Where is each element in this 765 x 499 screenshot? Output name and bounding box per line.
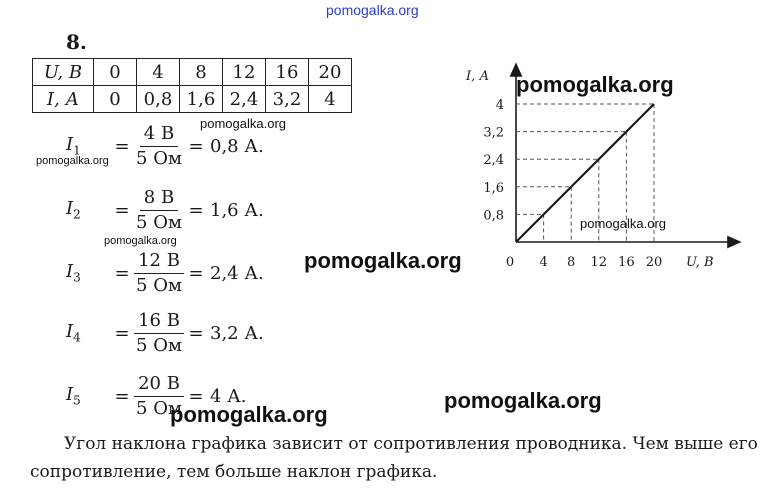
- eq-result: 2,4 А.: [210, 262, 264, 284]
- eq-sign: =: [188, 199, 204, 221]
- eq-sign: =: [188, 322, 204, 344]
- eq-result: 1,6 А.: [210, 199, 264, 221]
- eq-sign: =: [188, 135, 204, 157]
- eq-result: 3,2 А.: [210, 322, 264, 344]
- x-tick-label: 20: [645, 255, 663, 270]
- fraction: $\frac{16 В}{5 Ом}$: [136, 309, 182, 356]
- table-cell: 0: [94, 86, 137, 113]
- table-cell: 12: [223, 59, 266, 86]
- y-tick-label: 4: [495, 98, 504, 113]
- table-cell: 4: [137, 59, 180, 86]
- x-tick-label: 0: [505, 255, 515, 270]
- table-cell: 8: [180, 59, 223, 86]
- table-cell: 4: [309, 86, 352, 113]
- problem-number: 8.: [66, 30, 87, 54]
- fraction: $\frac{20 В}{5 Ом}$: [136, 372, 182, 419]
- watermark: pomogalka.org: [200, 116, 286, 131]
- table-cell: 3,2: [266, 86, 309, 113]
- eq-result: 0,8 А.: [210, 135, 264, 157]
- watermark: pomogalka.org: [304, 248, 462, 273]
- fraction: $\frac{12 В}{5 Ом}$: [136, 249, 182, 296]
- y-axis-label: I, А: [466, 69, 490, 84]
- eq-lhs: $I_3$: [66, 261, 81, 285]
- eq-sign: =: [114, 322, 130, 344]
- eq-sign: =: [114, 385, 130, 407]
- eq-sign: =: [114, 262, 130, 284]
- y-tick-label: 1,6: [483, 180, 504, 196]
- equation-4: [66, 305, 264, 361]
- y-tick-label: 3,2: [483, 125, 504, 141]
- eq-lhs: $I_2$: [66, 198, 81, 222]
- fraction: $\frac{8 В}{5 Ом}$: [136, 186, 182, 233]
- x-tick-label: 8: [567, 255, 576, 270]
- table-cell: 1,6: [180, 86, 223, 113]
- watermark: pomogalka.org: [516, 72, 674, 97]
- watermark: pomogalka.org: [444, 388, 602, 413]
- table-cell: U, В: [33, 59, 94, 86]
- table-cell: 2,4: [223, 86, 266, 113]
- conclusion-text: Угол наклона графика зависит от сопротивления проводника. Чем выше его сопротивление, тем больше наклон графика.: [30, 434, 758, 482]
- x-tick-label: 12: [590, 255, 608, 270]
- y-tick-label: 2,4: [483, 153, 504, 169]
- watermark: pomogalka.org: [36, 155, 109, 167]
- table-cell: 0,8: [137, 86, 180, 113]
- watermark: pomogalka.org: [580, 216, 666, 231]
- watermark-top: pomogalka.org: [326, 2, 419, 18]
- table-cell: 0: [94, 59, 137, 86]
- x-tick-label: 4: [539, 255, 548, 270]
- table-cell: 20: [309, 59, 352, 86]
- eq-sign: =: [188, 385, 204, 407]
- x-axis-label: U, В: [686, 255, 714, 270]
- eq-lhs: $I_5$: [66, 384, 81, 408]
- x-tick-label: 16: [618, 255, 635, 270]
- eq-sign: =: [114, 135, 130, 157]
- equation-2: [66, 182, 264, 238]
- equation-3: [66, 245, 264, 301]
- watermark: pomogalka.org: [170, 402, 328, 427]
- values-table: [32, 58, 352, 113]
- table-cell: 16: [266, 59, 309, 86]
- eq-sign: =: [188, 262, 204, 284]
- fraction: $\frac{4 В}{5 Ом}$: [136, 122, 182, 169]
- eq-result: 4 А.: [210, 385, 247, 407]
- table-cell: I, А: [33, 86, 94, 113]
- eq-lhs: $I_1$: [66, 134, 81, 158]
- watermark: pomogalka.org: [104, 235, 177, 247]
- eq-lhs: $I_4$: [66, 321, 81, 345]
- y-tick-label: 0,8: [483, 208, 504, 224]
- table-row: [33, 59, 352, 86]
- table-row: [33, 86, 352, 113]
- eq-sign: =: [114, 199, 130, 221]
